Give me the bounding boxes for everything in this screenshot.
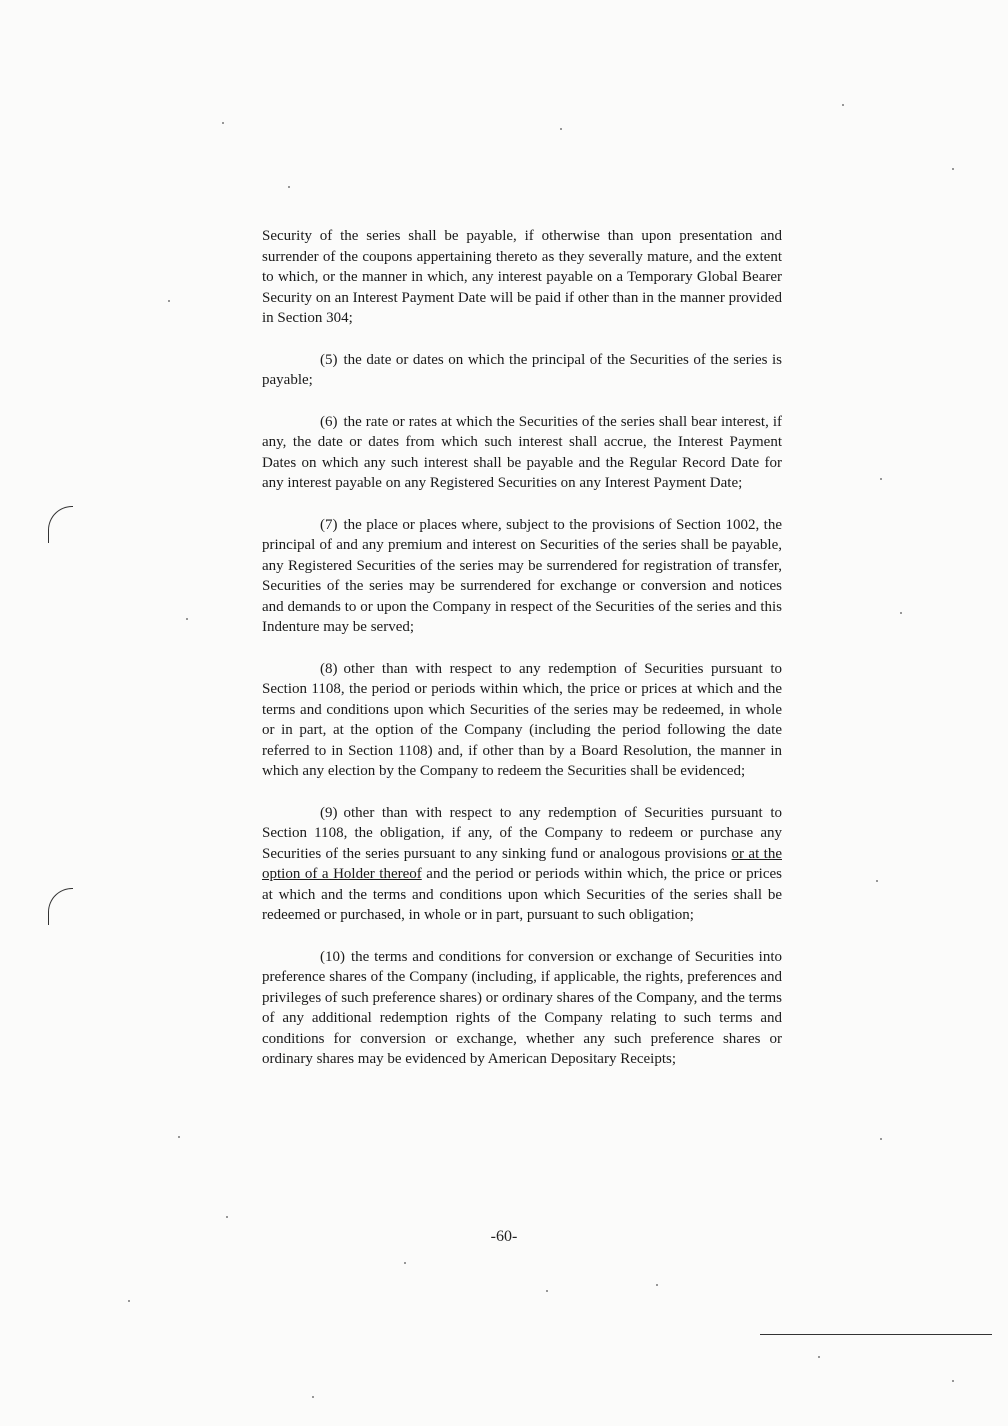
scan-speck [952, 168, 954, 170]
scan-speck [128, 1300, 130, 1302]
paragraph-6 [262, 412, 782, 494]
paragraph-number: (6) [320, 413, 338, 430]
paragraph-8 [262, 659, 782, 782]
paragraph-number: (5) [320, 351, 338, 368]
scan-speck [312, 1396, 314, 1398]
paragraph-number: (8) [320, 660, 338, 677]
paragraph-5 [262, 350, 782, 391]
scan-speck [880, 478, 882, 480]
scan-speck [818, 1356, 820, 1358]
scan-speck [560, 128, 562, 130]
scan-speck [178, 1136, 180, 1138]
scan-speck [900, 612, 902, 614]
scan-speck [288, 186, 290, 188]
scan-speck [546, 1290, 548, 1292]
paragraph-text-underlined: or at the option of a Holder thereof [262, 845, 782, 882]
paragraph-text: the place or places where, subject to the provisions of Section 1002, the principal of and any premium and interest on Securities of the series shall be payable, any Registered Securities of the series may be surrendered for registration of transfer, Securities of the series may be surrendered for exchange or conversion and notices and demands to or upon the Company in respect of the Securities of the series and this Indenture may be served; [262, 516, 782, 635]
page-number: -60- [490, 1228, 518, 1245]
scan-speck [404, 1262, 406, 1264]
document-body [262, 226, 782, 1091]
scan-speck [226, 1216, 228, 1218]
paragraph-number: (7) [320, 516, 338, 533]
scan-speck [186, 618, 188, 620]
scan-speck [880, 1138, 882, 1140]
paragraph-number: (9) [320, 804, 338, 821]
punch-hole-mark-top [48, 506, 73, 543]
paragraph-text-before: other than with respect to any redemption of Securities pursuant to Section 1108, the obligation, if any, of the Company to redeem or purchase any Securities of the series pursuant to any sinking fund or analogous provisions [262, 804, 782, 862]
footer-rule [760, 1334, 992, 1335]
scan-speck [876, 880, 878, 882]
scan-speck [842, 104, 844, 106]
paragraph-7 [262, 515, 782, 638]
paragraph-text: Security of the series shall be payable, if otherwise than upon presentation and surrender of the coupons appertaining thereto as they severally mature, and the extent to which, or the manner in which, any interest payable on a Temporary Global Bearer Security on an Interest Payment Date will be paid if other than in the manner provided in Section 304; [262, 228, 782, 326]
paragraph-number: (10) [320, 948, 345, 965]
scan-speck [222, 122, 224, 124]
paragraph-9 [262, 803, 782, 926]
punch-hole-mark-bottom [48, 888, 73, 925]
scan-speck [952, 1380, 954, 1382]
paragraph-4-continuation [262, 226, 782, 329]
paragraph-10 [262, 947, 782, 1070]
paragraph-text: the terms and conditions for conversion or exchange of Securities into preference shares of the Company (including, if applicable, the rights, preferences and privileges of such preference shares) or ordinary shares of the Company, and the terms of any additional redemption rights of the Company relating to such terms and conditions for conversion or exchange, whether any such preference shares or ordinary shares may be evidenced by American Depositary Receipts; [262, 948, 782, 1067]
scan-speck [656, 1284, 658, 1286]
paragraph-text: the date or dates on which the principal of the Securities of the series is payable; [262, 351, 782, 388]
paragraph-text: the rate or rates at which the Securities of the series shall bear interest, if any, the date or dates from which such interest shall accrue, the Interest Payment Dates on which any such interest shall be payable and the Regular Record Date for any interest payable on any Registered Securities on any Interest Payment Date; [262, 413, 782, 491]
paragraph-text-after: and the period or periods within which, the price or prices at which and the terms and conditions upon which Securities of the series shall be redeemed or purchased, in whole or in part, pursuant to such obligation; [262, 866, 782, 923]
paragraph-text: other than with respect to any redemption of Securities pursuant to Section 1108, the period or periods within which, the price or prices at which and the terms and conditions upon which Securities of the series may be redeemed, in whole or in part, at the option of the Company (including the period following the date referred to in Section 1108) and, if other than by a Board Resolution, the manner in which any election by the Company to redeem the Securities shall be evidenced; [262, 660, 782, 779]
scan-speck [168, 300, 170, 302]
